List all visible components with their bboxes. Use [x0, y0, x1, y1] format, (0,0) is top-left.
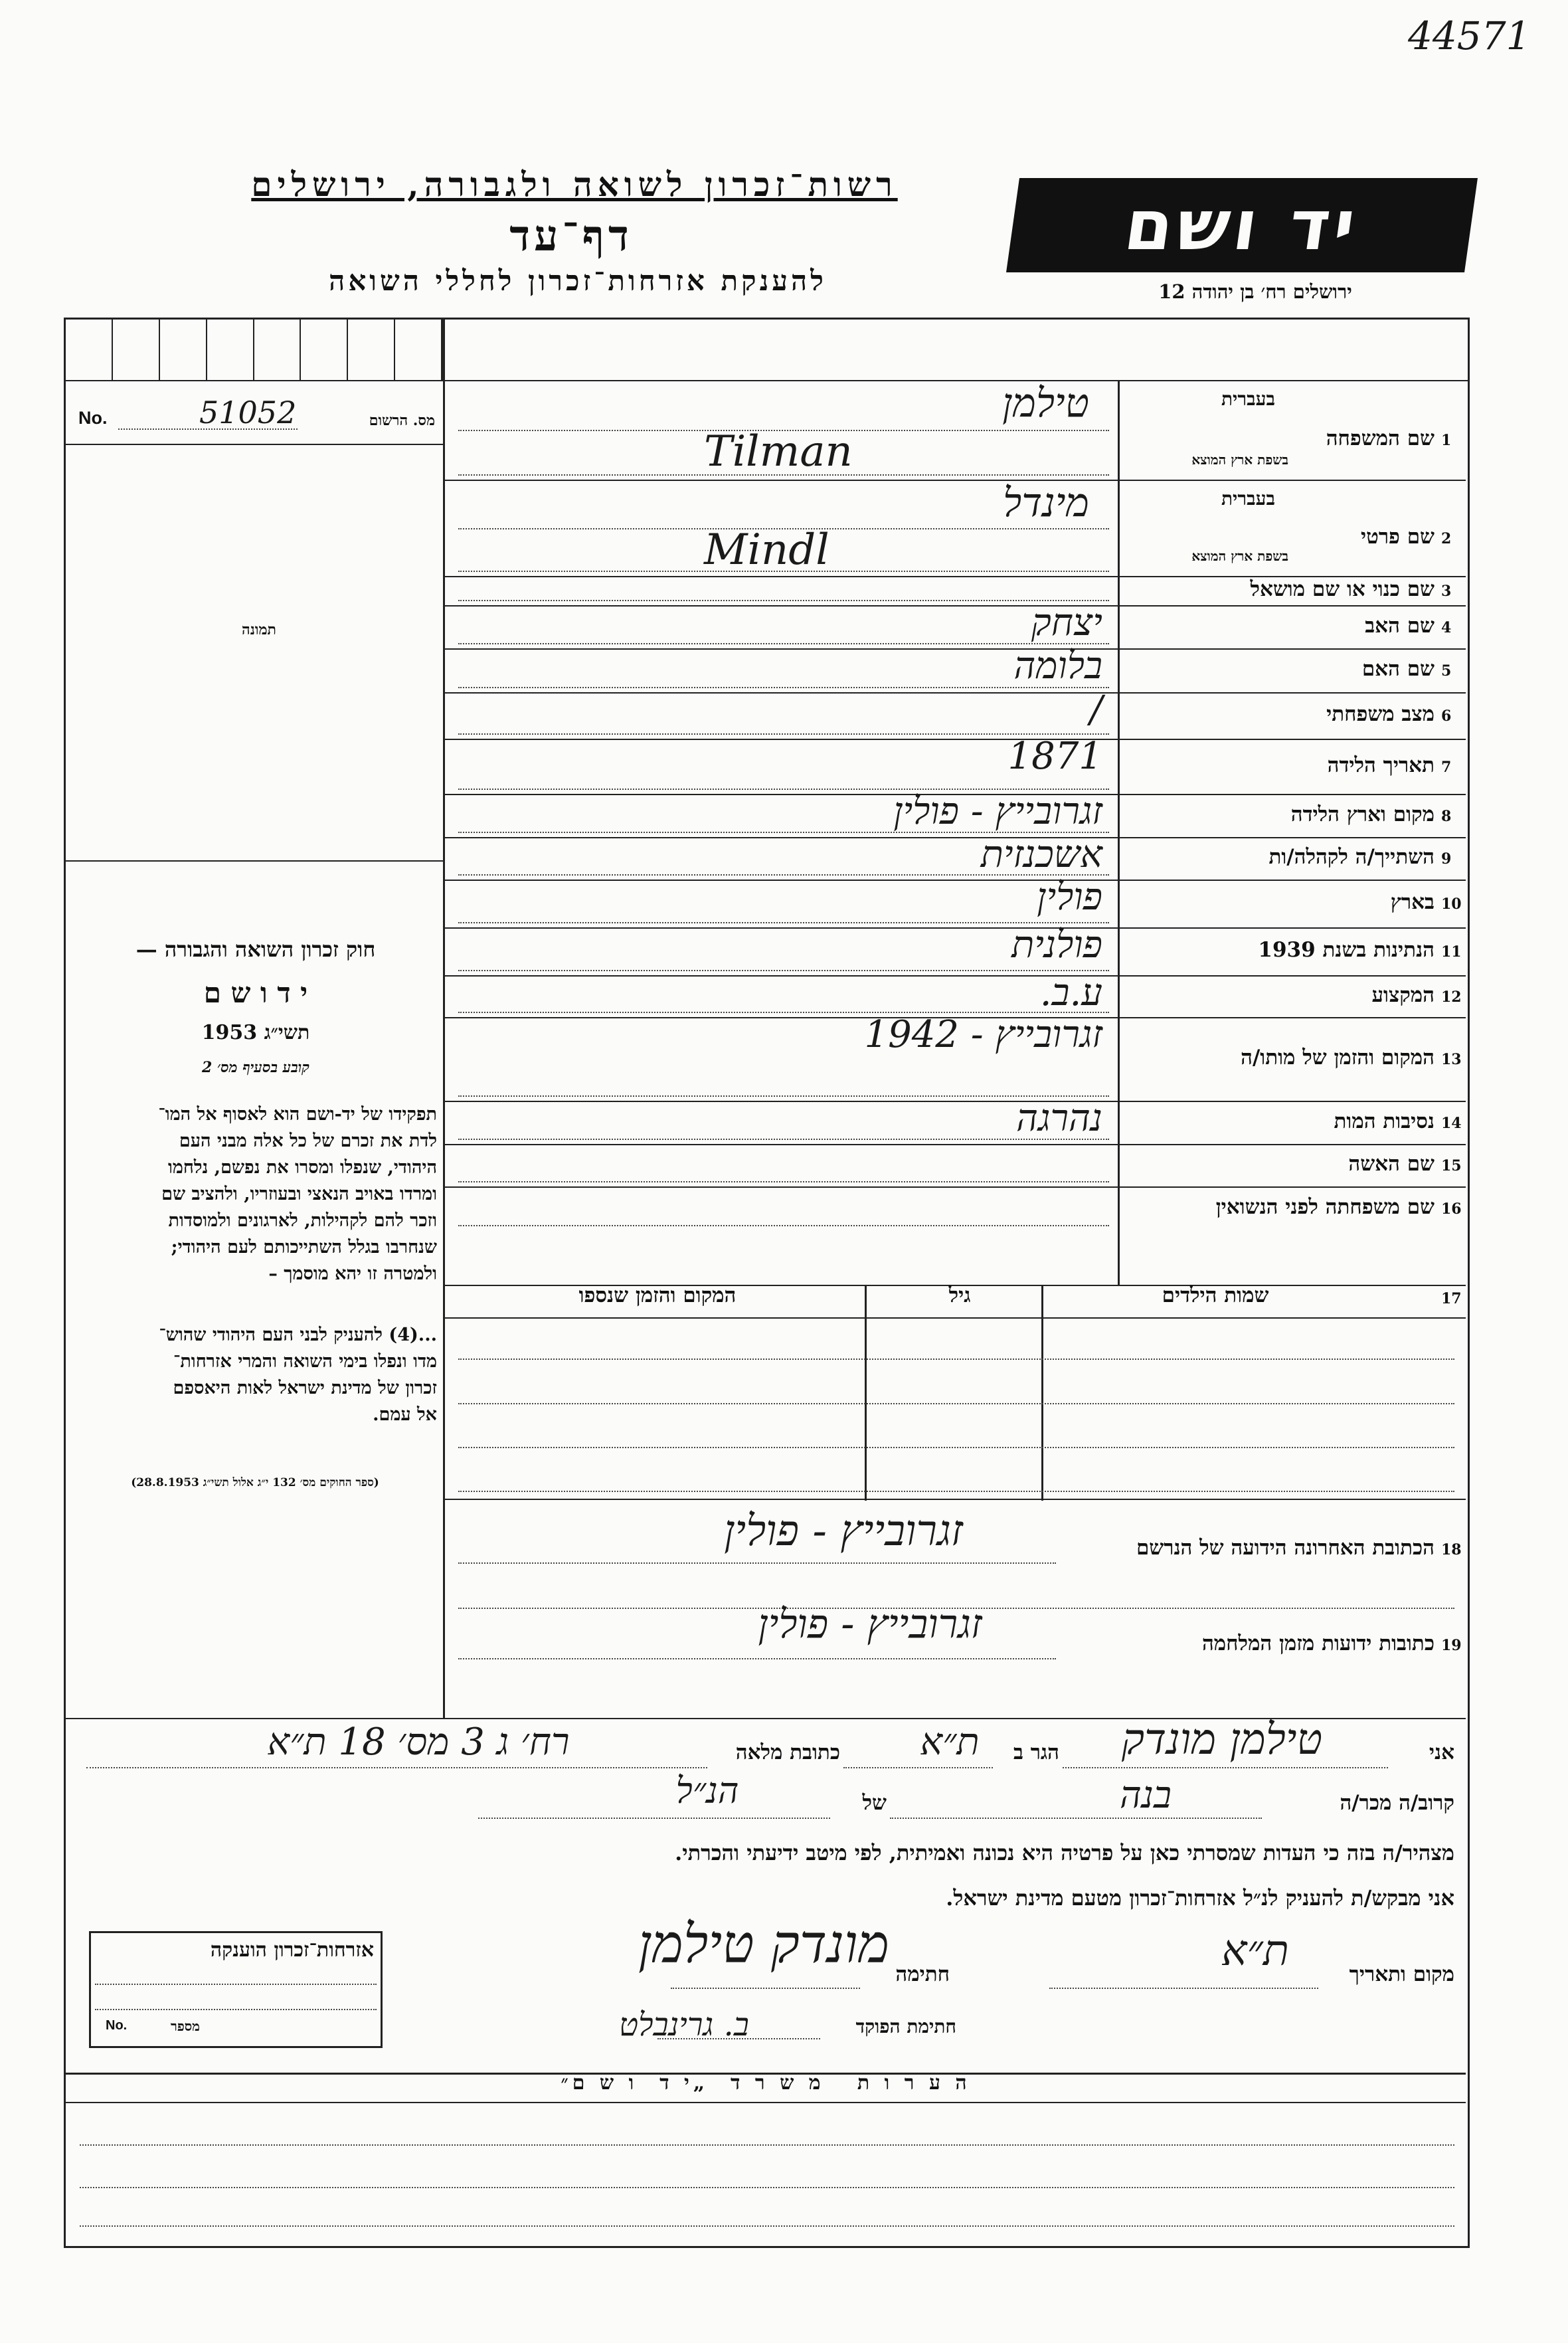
field-value: פולנית — [1011, 923, 1102, 967]
children-names-header: שמות הילדים — [1162, 1283, 1269, 1307]
children-age-header: גיל — [948, 1283, 971, 1307]
field-value-hebrew: מינדל — [1003, 480, 1089, 526]
archive-number: 44571 — [1408, 13, 1531, 58]
field-label: הנתינות בשנת 1939 — [1258, 938, 1435, 962]
field-label: שם המשפחה — [1326, 426, 1435, 450]
field-label: מצב משפחתי — [1326, 702, 1435, 726]
decl-of-label: של — [862, 1791, 887, 1815]
children-dotline — [458, 1359, 1454, 1360]
law-line: ומרדו באויב הנאצי ובעוזריו, ולהציב שם — [161, 1184, 437, 1204]
reg-number-label: מס. הרשום — [369, 412, 435, 429]
field-19-value: זגרובייץ - פולין — [758, 1601, 982, 1647]
field-label: שם האם — [1361, 657, 1435, 681]
decl-city-value: ת״א — [920, 1721, 980, 1764]
law-line: אל עמם. — [373, 1404, 437, 1425]
field-number: 5 — [1441, 662, 1452, 680]
children-col-divider-1 — [1041, 1285, 1043, 1501]
stamp-box-no: No. — [106, 2018, 128, 2033]
decl-place-date-value: ת״א — [1221, 1926, 1289, 1976]
law-year: תשי״ג 1953 — [201, 1021, 310, 1044]
field-value: 1871 — [1007, 735, 1102, 778]
decl-ani-label: אני — [1429, 1740, 1454, 1764]
field-label: שם פרטי — [1360, 524, 1435, 549]
law-para-1 — [73, 1101, 437, 1287]
stamp-box-mispar: מספר — [171, 2018, 200, 2034]
children-table-bottom — [443, 1499, 1466, 1500]
law-para-2 — [73, 1322, 437, 1428]
decl-address-value: רח׳ ג 3 מס׳ 18 ת״א — [267, 1721, 570, 1764]
field-number: 12 — [1441, 988, 1462, 1006]
photo-divider — [66, 860, 443, 862]
reg-number-value: 51052 — [199, 395, 297, 430]
decl-name-dotline — [1063, 1767, 1388, 1768]
decl-name-value: טילמן מונדק — [1121, 1715, 1323, 1764]
field-label: תאריך הלידה — [1327, 753, 1435, 777]
law-line: ...(4) להעניק לבני העם היהודי שהוש־ — [159, 1325, 437, 1345]
field-value: יצחק — [1031, 601, 1102, 644]
law-line: תפקידו של יד-ושם הוא לאסוף אל המו־ — [158, 1104, 437, 1125]
citizenship-stamp-box — [89, 1931, 383, 2048]
label-column-divider — [1118, 380, 1120, 1285]
field-label: שם האשה — [1348, 1152, 1435, 1176]
native-lang-label: בשפת ארץ המוצא — [1191, 452, 1288, 468]
form-title: דף־עד — [509, 211, 633, 261]
field-value: ע.ב. — [1039, 971, 1102, 1014]
field-number: 10 — [1441, 895, 1462, 913]
field-row-divider — [443, 1186, 1466, 1188]
field-number: 7 — [1441, 758, 1452, 776]
field-value: / — [1090, 688, 1102, 731]
field-17-number: 17 — [1441, 1290, 1462, 1307]
field-18-number: 18 — [1441, 1541, 1462, 1558]
hebrew-label: בעברית — [1221, 388, 1275, 410]
decl-of-dotline — [478, 1818, 830, 1819]
field-value: זגרובייץ - פולין — [893, 790, 1102, 833]
decl-statement-2: אני מבקש/ת להעניק לנ״ל אזרחות־זכרון מטעם מדינת ישראל. — [946, 1885, 1454, 1911]
field-dotline — [458, 1225, 1109, 1226]
children-place-header: המקום והזמן שנספו — [578, 1283, 737, 1307]
field-number: 14 — [1441, 1114, 1462, 1132]
field-value: אשכנזית — [980, 833, 1102, 876]
decl-relation-value: בנה — [1119, 1774, 1172, 1817]
field-label: נסיבות המות — [1334, 1109, 1435, 1133]
notes-divider-bottom — [66, 2102, 1466, 2103]
field-18-value: זגרובייץ - פולין — [724, 1507, 963, 1556]
field-value-native: Mindl — [704, 525, 829, 575]
field-label: שם משפחתה לפני הנשואין — [1215, 1195, 1435, 1219]
children-dotline — [458, 1447, 1454, 1448]
logo-text: יד ושם — [1119, 185, 1365, 266]
field-number: 16 — [1441, 1200, 1462, 1218]
decl-of-value: הנ״ל — [675, 1770, 739, 1812]
notes-dotline — [80, 2187, 1454, 2188]
yad-vashem-logo — [1006, 178, 1478, 272]
field-value: בלומה — [1013, 644, 1102, 688]
decl-officer-label: חתימת הפוקד — [855, 2015, 956, 2037]
native-lang-label: בשפת ארץ המוצא — [1191, 548, 1288, 564]
law-line: שנחרבו בגלל השתייכותם לעם היהודי; — [171, 1237, 437, 1258]
field-value-native: Tilman — [704, 427, 853, 476]
law-source: (ספר החוקים מס׳ 132 י״ג אלול תשי״ג 28.8.1953) — [131, 1476, 379, 1489]
field-number: 15 — [1441, 1157, 1462, 1174]
field-19-label: כתובות ידועות מזמן המלחמה — [1201, 1632, 1435, 1655]
field-number: 2 — [1441, 529, 1452, 547]
field-number: 1 — [1441, 432, 1452, 449]
law-line: לדת את זכרם של כל אלה מבני העם — [179, 1131, 437, 1151]
decl-signature-dotline — [671, 1988, 860, 1989]
field-value: פולין — [1037, 876, 1102, 919]
hebrew-label: בעברית — [1221, 488, 1275, 510]
law-line: היהודי, שנפלו ומסרו את נפשם, נלחמו — [167, 1157, 437, 1178]
field-label: מקום וארץ הלידה — [1290, 802, 1435, 826]
field-number: 8 — [1441, 807, 1452, 825]
left-column-divider — [443, 320, 445, 1719]
children-dotline — [458, 1403, 1454, 1404]
decl-officer-value: ב. גרינבלט — [619, 2006, 749, 2043]
decl-signature-label: חתימה — [895, 1962, 950, 1986]
field-number: 13 — [1441, 1051, 1462, 1068]
reg-number-en-label: No. — [78, 408, 108, 428]
decl-address-dotline — [86, 1767, 707, 1768]
law-clause: קובע בסעיף מס׳ 2 — [201, 1059, 310, 1076]
law-line: ולמטרה זו יהא מוסמך – — [268, 1264, 437, 1284]
field-value: זגרובייץ - 1942 — [864, 1013, 1102, 1056]
decl-relative-label: קרוב/ה מכר/ה — [1340, 1791, 1454, 1815]
field-number: 3 — [1441, 583, 1452, 600]
photo-label: תמונה — [242, 621, 276, 638]
law-name: י ד ו ש ם — [203, 977, 308, 1009]
field-number: 11 — [1441, 943, 1462, 961]
field-label: המקום והזמן של מותו/ה — [1241, 1046, 1435, 1070]
decl-place-date-label: מקום ותאריך — [1349, 1962, 1454, 1986]
field-label: המקצוע — [1371, 983, 1435, 1007]
reg-divider — [66, 444, 443, 445]
notes-dotline — [80, 2225, 1454, 2227]
field-19-number: 19 — [1441, 1637, 1462, 1654]
field-18-label: הכתובת האחרונה הידועה של הנרשם — [1136, 1536, 1435, 1560]
children-dotline — [458, 1491, 1454, 1492]
law-line: מדו ונפלו בימי השואה והמרי אזרחות־ — [173, 1351, 437, 1372]
law-title: חוק זכרון השואה והגבורה — — [135, 937, 376, 962]
field-19-dotline — [458, 1658, 1056, 1659]
notes-dotline — [80, 2144, 1454, 2146]
authority-title: רשות־זכרון לשואה ולגבורה, ירושלים — [251, 165, 898, 204]
field-label: שם האב — [1365, 613, 1435, 638]
field-number: 4 — [1441, 618, 1452, 636]
law-line: וזכר להם לקהילות, לארגונים ולמוסדות — [168, 1210, 437, 1231]
field-18-dotline — [458, 1562, 1056, 1564]
decl-place-date-dotline — [1049, 1988, 1318, 1989]
field-value-hebrew: טילמן — [1002, 380, 1089, 426]
decl-statement-1: מצהיר/ה בזה כי העדות שמסרתי כאן על פרטיה היא נכונה ואמיתית, לפי מיטב ידיעתי והכרתי. — [675, 1840, 1454, 1865]
children-header-bottom — [443, 1317, 1466, 1319]
field-number: 9 — [1441, 850, 1452, 868]
office-notes-title: ה ע ר ו ת מ ש ר ד „י ד ו ש ם״ — [561, 2071, 971, 2095]
field-value: נהרגה — [1016, 1097, 1102, 1140]
law-line: זכרון של מדינת ישראל לאות היאספם — [173, 1378, 437, 1398]
stamp-box-title: אזרחות־זכרון הוענקה — [210, 1938, 374, 1962]
field-dotline — [458, 1181, 1109, 1182]
field-label: השתייך/ה לקהלה/ות — [1268, 845, 1435, 869]
logo-address: ירושלים רח׳ בן יהודה 12 — [1158, 280, 1352, 303]
decl-resides-label: הגר ב — [1013, 1740, 1059, 1764]
field-label: שם כנוי או שם מושאל — [1250, 577, 1435, 601]
field-label: בארץ — [1390, 890, 1435, 914]
form-subtitle: להענקת אזרחות־זכרון לחללי השואה — [329, 264, 827, 297]
decl-relation-dotline — [890, 1818, 1262, 1819]
children-col-divider-2 — [865, 1285, 867, 1501]
field-row-divider — [443, 1144, 1466, 1145]
decl-signature-value: מונדק טילמן — [638, 1913, 889, 1975]
field-number: 6 — [1441, 707, 1452, 725]
decl-city-dotline — [843, 1767, 993, 1768]
code-boxes — [66, 320, 443, 380]
decl-address-label: כתובת מלאה — [735, 1740, 840, 1764]
